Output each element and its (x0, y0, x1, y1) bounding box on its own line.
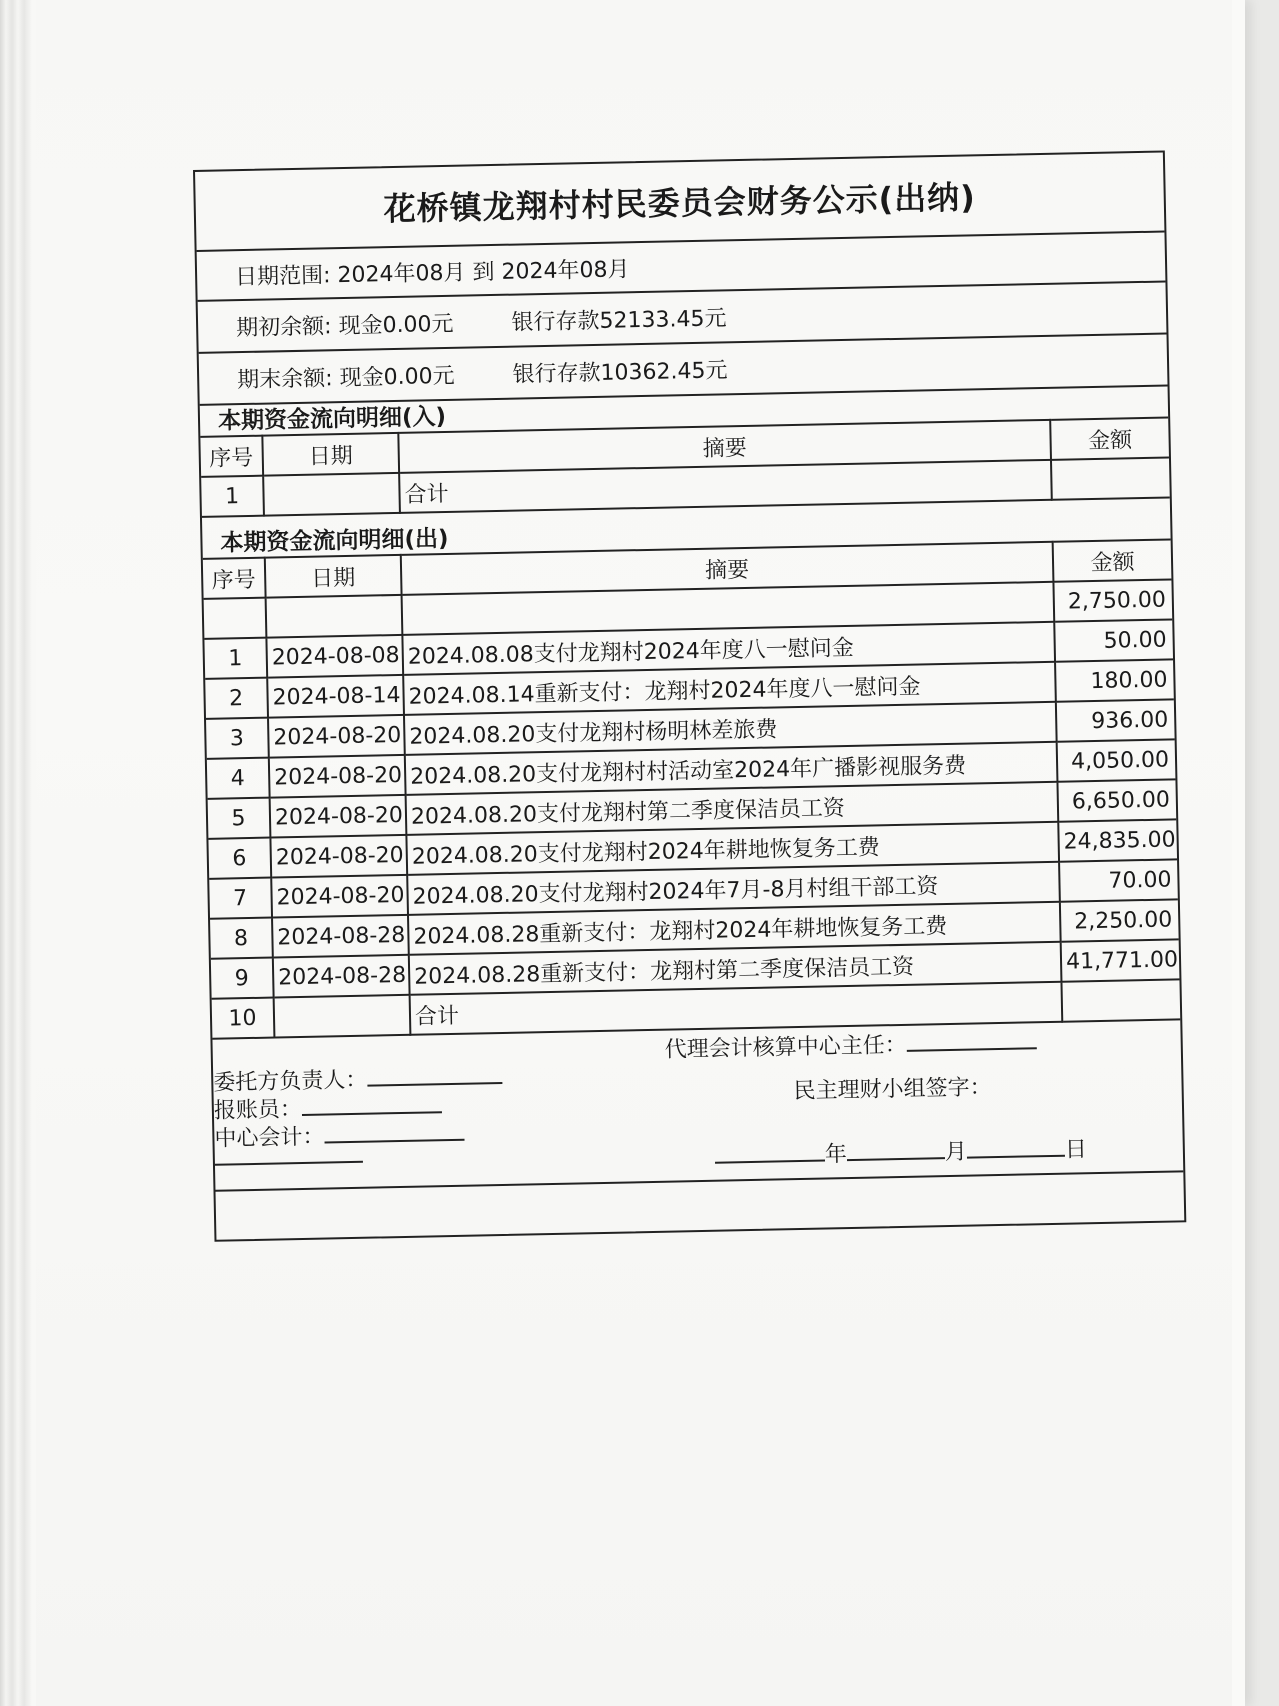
finance-disclosure-form (193, 150, 1186, 1241)
cell-amount: 41,771.00 (1061, 939, 1180, 981)
cell-summary: 2024.08.20支付龙翔村村活动室2024年广播影视服务费 (405, 742, 1058, 795)
cell-summary: 2024.08.20支付龙翔村2024年耕地恢复务工费 (406, 822, 1059, 875)
group-signature (793, 1070, 992, 1105)
opening-cash: 期初余额: 现金0.00元 (235, 311, 454, 341)
header-amount: 金额 (1050, 417, 1169, 459)
date-range: 日期范围: 2024年08月 到 2024年08月 (234, 256, 630, 290)
header-no: 序号 (203, 558, 266, 599)
cell-date: 2024-08-20 (270, 835, 407, 878)
expense-heading: 本期资金流向明细(出) (220, 525, 449, 557)
accountant-label: 中心会计： (214, 1124, 325, 1152)
cell-summary: 2024.08.20支付龙翔村杨明林差旅费 (404, 702, 1057, 755)
cell-date: 2024-08-20 (271, 875, 408, 918)
clerk-line (302, 1093, 442, 1116)
cell-summary: 2024.08.28重新支付：龙翔村第二季度保洁员工资 (409, 942, 1062, 995)
cell-date: 2024-08-28 (272, 915, 409, 958)
cell-date: 2024-08-14 (267, 675, 404, 718)
cell-summary: 2024.08.20支付龙翔村2024年7月-8月村组干部工资 (407, 862, 1060, 915)
cell-summary: 合计 (399, 460, 1052, 513)
expense-table (203, 538, 1180, 1039)
cell-no: 2 (205, 678, 268, 719)
cell-date: 2024-08-20 (269, 755, 406, 798)
cell-no: 6 (208, 838, 271, 879)
cell-amount: 180.00 (1055, 659, 1174, 701)
cell-date: 2024-08-20 (270, 795, 407, 838)
header-date: 日期 (262, 433, 399, 476)
cell-summary: 2024.08.14重新支付：龙翔村2024年度八一慰问金 (403, 662, 1056, 715)
cell-no: 4 (207, 758, 270, 799)
cell-no (204, 598, 267, 639)
cell-amount: 2,750.00 (1053, 579, 1172, 621)
cell-date (263, 473, 400, 516)
cell-amount: 24,835.00 (1058, 819, 1177, 861)
client-head-line (367, 1064, 502, 1087)
cell-summary: 2024.08.08支付龙翔村2024年度八一慰问金 (402, 622, 1055, 675)
cell-date (266, 595, 403, 638)
cell-amount: 6,650.00 (1057, 779, 1176, 821)
clerk-label: 报账员： (213, 1097, 303, 1124)
cell-date: 2024-08-28 (273, 955, 410, 998)
cell-no: 9 (211, 958, 274, 999)
cell-summary: 2024.08.28重新支付：龙翔村2024年耕地恢复务工费 (408, 902, 1061, 955)
date-fields (715, 1132, 1088, 1170)
cell-amount: 2,250.00 (1060, 899, 1179, 941)
cell-no: 3 (206, 718, 269, 759)
closing-cash: 期末余额: 现金0.00元 (236, 363, 455, 393)
income-heading: 本期资金流向明细(入) (217, 403, 447, 435)
cell-summary: 合计 (410, 982, 1063, 1035)
cell-no: 7 (209, 878, 272, 919)
opening-bank: 银行存款52133.45元 (511, 305, 727, 336)
cell-amount: 4,050.00 (1057, 739, 1176, 781)
paper-sheet (36, 0, 1232, 1706)
cell-amount: 70.00 (1059, 859, 1178, 901)
header-summary: 摘要 (398, 420, 1051, 473)
closing-bank: 银行存款10362.45元 (512, 357, 728, 388)
cell-no: 10 (212, 998, 275, 1039)
cell-amount (1061, 979, 1180, 1021)
header-no: 序号 (200, 436, 263, 477)
cell-no: 8 (210, 918, 273, 959)
header-date: 日期 (265, 555, 402, 598)
director-line (906, 1029, 1036, 1052)
year-label: 年 (824, 1142, 848, 1168)
form-title: 花桥镇龙翔村村民委员会财务公示(出纳) (195, 153, 1164, 252)
header-amount: 金额 (1053, 539, 1172, 581)
client-head-label: 委托方负责人： (213, 1067, 368, 1096)
cell-date (274, 995, 411, 1038)
cell-date: 2024-08-20 (268, 715, 405, 758)
accountant-line (324, 1121, 464, 1144)
extra-line (215, 1143, 363, 1172)
cell-no: 1 (204, 638, 267, 679)
group-label: 民主理财小组签字： (793, 1075, 992, 1105)
header-summary: 摘要 (401, 542, 1054, 595)
director-signature (664, 1025, 1037, 1063)
day-label: 日 (1064, 1137, 1088, 1163)
cell-no: 5 (208, 798, 271, 839)
month-label: 月 (944, 1139, 968, 1166)
cell-amount (1051, 457, 1170, 499)
cell-summary: 2024.08.20支付龙翔村第二季度保洁员工资 (406, 782, 1059, 835)
cell-amount: 50.00 (1054, 619, 1173, 661)
director-label: 代理会计核算中心主任： (664, 1032, 907, 1063)
cell-no: 1 (201, 476, 264, 517)
cell-date: 2024-08-08 (266, 635, 403, 678)
cell-amount: 936.00 (1056, 699, 1175, 741)
signature-area (212, 1020, 1183, 1189)
